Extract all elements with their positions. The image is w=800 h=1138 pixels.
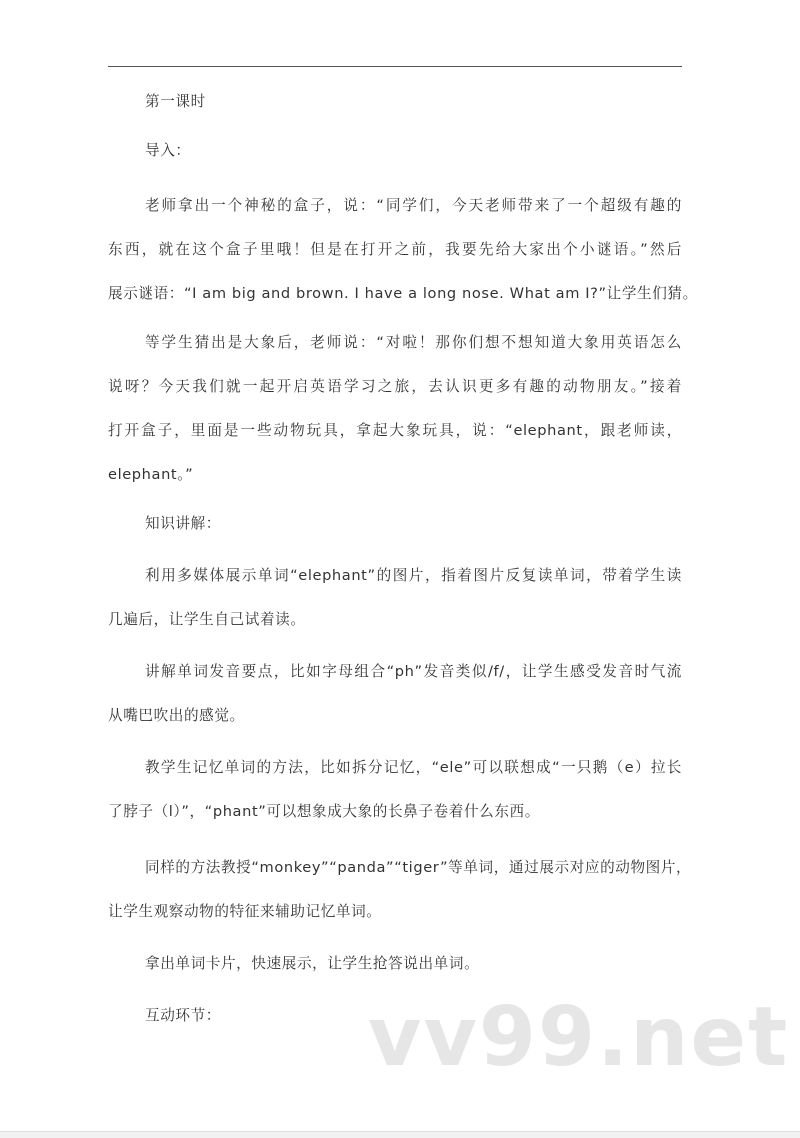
section-heading-intro: 导入： — [145, 142, 191, 159]
paragraph-line: 东西，就在这个盒子里哦！但是在打开之前，我要先给大家出个小谜语。”然后 — [108, 241, 682, 258]
section-heading-interaction: 互动环节： — [145, 1007, 221, 1024]
paragraph-line: 同样的方法教授“monkey”“panda”“tiger”等单词，通过展示对应的动物图片， — [145, 859, 692, 876]
header-rule — [108, 66, 682, 67]
paragraph-line: 讲解单词发音要点，比如字母组合“ph”发音类似/f/，让学生感受发音时气流 — [145, 663, 682, 680]
paragraph-line: 打开盒子，里面是一些动物玩具，拿起大象玩具，说：“elephant，跟老师读， — [108, 422, 682, 439]
paragraph-line: 等学生猜出是大象后，老师说：“对啦！那你们想不想知道大象用英语怎么 — [145, 334, 682, 351]
paragraph-line: 老师拿出一个神秘的盒子，说：“同学们，今天老师带来了一个超级有趣的 — [145, 197, 682, 214]
paragraph-line: 几遍后，让学生自己试着读。 — [108, 611, 306, 628]
paragraph-line: elephant。” — [108, 466, 194, 483]
paragraph-line: 展示谜语：“I am big and brown. I have a long nose. What am I?”让学生们猜。 — [108, 285, 698, 302]
paragraph-line: 了脖子（l）”，“phant”可以想象成大象的长鼻子卷着什么东西。 — [108, 803, 540, 820]
paragraph-line: 拿出单词卡片，快速展示，让学生抢答说出单词。 — [145, 955, 480, 972]
paragraph-line: 让学生观察动物的特征来辅助记忆单词。 — [108, 903, 382, 920]
section-heading-knowledge: 知识讲解： — [145, 515, 221, 532]
paragraph-line: 从嘴巴吹出的感觉。 — [108, 707, 245, 724]
watermark: vv99.net — [368, 990, 790, 1085]
paragraph-line: 教学生记忆单词的方法，比如拆分记忆，“ele”可以联想成“一只鹅（e）拉长 — [145, 759, 682, 776]
lesson-title: 第一课时 — [145, 93, 206, 110]
paragraph-line: 说呀？今天我们就一起开启英语学习之旅，去认识更多有趣的动物朋友。”接着 — [108, 378, 682, 395]
paragraph-line: 利用多媒体展示单词“elephant”的图片，指着图片反复读单词，带着学生读 — [145, 567, 682, 584]
